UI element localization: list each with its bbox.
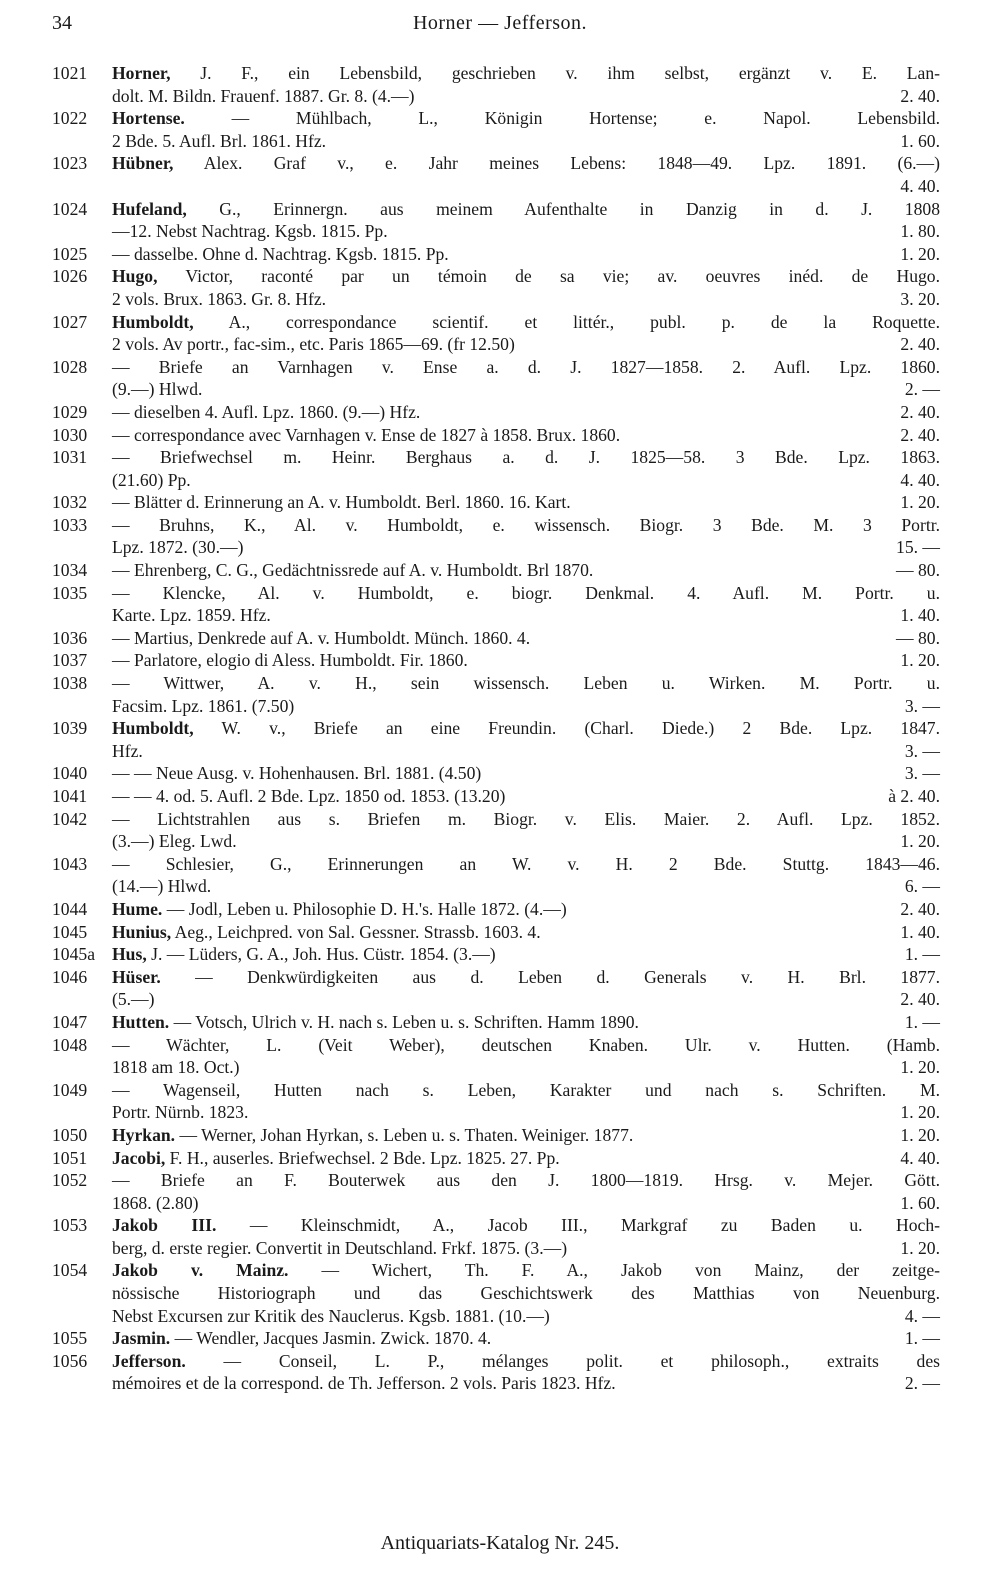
- catalog-entry: [52, 446, 940, 491]
- entry-text: (3.—) Eleg. Lwd.: [112, 831, 237, 852]
- entry-price: 1. 80.: [900, 221, 940, 242]
- entry-line: [52, 988, 940, 1011]
- catalog-entry: [52, 1124, 940, 1147]
- entry-line: [52, 311, 940, 334]
- entry-line: [52, 288, 940, 311]
- entry-line: [52, 1169, 940, 1192]
- entry-line: [52, 1147, 940, 1170]
- entry-line: [52, 152, 940, 175]
- entry-line: [52, 853, 940, 876]
- entry-number: 1027: [52, 311, 88, 332]
- entry-text: Jefferson. — Conseil, L. P., mélanges polit. et philosoph., extraits des: [112, 1350, 940, 1371]
- catalog-entry: [52, 265, 940, 310]
- entry-text: Hunius, Aeg., Leichpred. von Sal. Gessner. Strassb. 1603. 4.: [112, 921, 541, 942]
- entry-price: 2. 40.: [900, 334, 940, 355]
- entry-text: dolt. M. Bildn. Frauenf. 1887. Gr. 8. (4.—): [112, 85, 415, 106]
- entry-text: (9.—) Hlwd.: [112, 379, 203, 400]
- entry-price: 2. 40.: [900, 424, 940, 445]
- catalog-entry: [52, 1169, 940, 1214]
- entry-heading: Hüser.: [112, 966, 161, 987]
- entry-text: Hume. — Jodl, Leben u. Philosophie D. H.'s. Halle 1872. (4.—): [112, 898, 567, 919]
- catalog-entry: [52, 198, 940, 243]
- entry-price: 4. 40.: [900, 175, 940, 196]
- entry-line: [52, 1079, 940, 1102]
- entry-line: [52, 1011, 940, 1034]
- entry-line: [52, 378, 940, 401]
- entry-price: 4. 40.: [900, 469, 940, 490]
- entry-line: [52, 762, 940, 785]
- entry-text: Hyrkan. — Werner, Johan Hyrkan, s. Leben u. s. Thaten. Weiniger. 1877.: [112, 1124, 634, 1145]
- entry-heading: Humboldt,: [112, 311, 194, 332]
- entry-text: Humboldt, W. v., Briefe an eine Freundin. (Charl. Diede.) 2 Bde. Lpz. 1847.: [112, 718, 940, 739]
- entry-number: 1045a: [52, 944, 95, 965]
- entry-number: 1031: [52, 447, 88, 468]
- entry-text: Facsim. Lpz. 1861. (7.50): [112, 695, 295, 716]
- entry-line: [52, 243, 940, 266]
- entry-line: [52, 695, 940, 718]
- entry-number: 1026: [52, 266, 88, 287]
- entry-number: 1022: [52, 108, 88, 129]
- entry-heading: Hyrkan.: [112, 1124, 176, 1145]
- entry-line: [52, 1056, 940, 1079]
- entry-text: Jakob v. Mainz. — Wichert, Th. F. A., Jakob von Mainz, der zeitge-: [112, 1260, 940, 1281]
- entry-number: 1039: [52, 718, 88, 739]
- entry-line: [52, 198, 940, 221]
- entry-text: 1818 am 18. Oct.): [112, 1057, 240, 1078]
- catalog-entry: [52, 717, 940, 762]
- entry-text: — Klencke, Al. v. Humboldt, e. biogr. Denkmal. 4. Aufl. M. Portr. u.: [112, 582, 940, 603]
- entry-text: — correspondance avec Varnhagen v. Ense de 1827 à 1858. Brux. 1860.: [112, 424, 621, 445]
- catalog-entry: [52, 152, 940, 197]
- entry-line: [52, 401, 940, 424]
- catalog-entry: [52, 62, 940, 107]
- entry-number: 1028: [52, 356, 88, 377]
- entry-heading: Jefferson.: [112, 1350, 186, 1371]
- entry-price: 3. —: [904, 740, 940, 761]
- entry-number: 1049: [52, 1079, 88, 1100]
- entry-price: 2. 40.: [900, 898, 940, 919]
- entry-line: [52, 559, 940, 582]
- entry-text: mémoires et de la correspond. de Th. Jefferson. 2 vols. Paris 1823. Hfz.: [112, 1373, 616, 1394]
- entry-text: — dasselbe. Ohne d. Nachtrag. Kgsb. 1815. Pp.: [112, 243, 449, 264]
- entry-text: Jakob III. — Kleinschmidt, A., Jacob III., Markgraf zu Baden u. Hoch-: [112, 1215, 940, 1236]
- entry-price: 6. —: [904, 876, 940, 897]
- entry-text: — Schlesier, G., Erinnerungen an W. v. H. 2 Bde. Stuttg. 1843—46.: [112, 853, 940, 874]
- entry-number: 1038: [52, 673, 88, 694]
- entry-number: 1034: [52, 560, 88, 581]
- entry-line: [52, 1327, 940, 1350]
- catalog-entry: [52, 243, 940, 266]
- entry-line: [52, 1237, 940, 1260]
- catalog-entry: [52, 356, 940, 401]
- entry-text: 2 vols. Av portr., fac-sim., etc. Paris 1865—69. (fr 12.50): [112, 334, 515, 355]
- entry-price: 1. 60.: [900, 1192, 940, 1213]
- entry-number: 1040: [52, 763, 88, 784]
- entry-price: 2. 40.: [900, 85, 940, 106]
- entry-heading: Jacobi,: [112, 1147, 166, 1168]
- entry-line: [52, 1282, 940, 1305]
- entry-text: berg, d. erste regier. Convertit in Deutschland. Frkf. 1875. (3.—): [112, 1237, 568, 1258]
- entry-price: 4. 40.: [900, 1147, 940, 1168]
- entry-price: 3. —: [904, 763, 940, 784]
- entry-line: [52, 582, 940, 605]
- entry-text: Hugo, Victor, raconté par un témoin de sa vie; av. oeuvres inéd. de Hugo.: [112, 266, 940, 287]
- entry-text: Humboldt, A., correspondance scientif. et littér., publ. p. de la Roquette.: [112, 311, 940, 332]
- entry-text: Hortense. — Mühlbach, L., Königin Hortense; e. Napol. Lebensbild.: [112, 108, 940, 129]
- entry-line: [52, 1372, 940, 1395]
- entry-price: 4. —: [904, 1305, 940, 1326]
- entry-line: [52, 491, 940, 514]
- catalog-entry: [52, 853, 940, 898]
- entry-line: [52, 107, 940, 130]
- catalog-entry: [52, 1350, 940, 1395]
- entry-heading: Hufeland,: [112, 198, 187, 219]
- entry-number: 1033: [52, 514, 88, 535]
- catalog-entry: [52, 1034, 940, 1079]
- catalog-footer: Antiquariats-Katalog Nr. 245.: [380, 1532, 620, 1554]
- entry-line: [52, 1034, 940, 1057]
- entry-line: [52, 1305, 940, 1328]
- entry-number: 1051: [52, 1147, 88, 1168]
- entry-line: [52, 875, 940, 898]
- entry-text: —12. Nebst Nachtrag. Kgsb. 1815. Pp.: [112, 221, 388, 242]
- entry-text: — Wächter, L. (Veit Weber), deutschen Knaben. Ulr. v. Hutten. (Hamb.: [112, 1034, 940, 1055]
- entry-price: — 80.: [896, 560, 940, 581]
- catalog-entry: [52, 966, 940, 1011]
- entry-number: 1036: [52, 627, 88, 648]
- entry-price: 3. —: [904, 695, 940, 716]
- entry-number: 1055: [52, 1328, 88, 1349]
- catalog-entry: [52, 762, 940, 785]
- entry-price: 2. 40.: [900, 989, 940, 1010]
- entry-text: — dieselben 4. Aufl. Lpz. 1860. (9.—) Hfz.: [112, 401, 421, 422]
- entry-line: [52, 62, 940, 85]
- entry-number: 1025: [52, 243, 88, 264]
- catalog-entry: [52, 1327, 940, 1350]
- entry-price: 2. —: [904, 379, 940, 400]
- catalog-entry: [52, 785, 940, 808]
- entry-text: — — 4. od. 5. Aufl. 2 Bde. Lpz. 1850 od. 1853. (13.20): [112, 786, 506, 806]
- entry-price: à 2. 40.: [888, 786, 940, 806]
- entry-text: 2 Bde. 5. Aufl. Brl. 1861. Hfz.: [112, 130, 327, 151]
- entry-line: [52, 966, 940, 989]
- catalog-entry: [52, 424, 940, 447]
- entry-number: 1053: [52, 1215, 88, 1236]
- entry-price: 1. 20.: [900, 1057, 940, 1078]
- entry-number: 1045: [52, 921, 88, 942]
- catalog-entry: [52, 107, 940, 152]
- entry-line: [52, 356, 940, 379]
- entry-line: [52, 1259, 940, 1282]
- entry-line: [52, 921, 940, 944]
- entry-heading: Hortense.: [112, 108, 185, 129]
- entry-number: 1037: [52, 650, 88, 671]
- entry-text: Hübner, Alex. Graf v., e. Jahr meines Lebens: 1848—49. Lpz. 1891. (6.—): [112, 153, 940, 174]
- entry-price: 1. 20.: [900, 1102, 940, 1123]
- catalog-entry: [52, 1079, 940, 1124]
- entry-text: Horner, J. F., ein Lebensbild, geschrieben v. ihm selbst, ergänzt v. E. Lan-: [112, 63, 940, 83]
- entry-text: Hufeland, G., Erinnergn. aus meinem Aufenthalte in Danzig in d. J. 1808: [112, 198, 940, 219]
- entry-line: [52, 333, 940, 356]
- entry-line: [52, 1214, 940, 1237]
- entry-line: [52, 830, 940, 853]
- entry-text: (21.60) Pp.: [112, 469, 191, 490]
- entry-price: 1. 40.: [900, 921, 940, 942]
- entry-line: [52, 672, 940, 695]
- entry-line: [52, 740, 940, 763]
- entry-number: 1052: [52, 1170, 88, 1191]
- catalog-entry: [52, 559, 940, 582]
- catalog-entry: [52, 672, 940, 717]
- entry-line: [52, 943, 940, 966]
- entry-price: 1. 20.: [900, 831, 940, 852]
- entry-heading: Hugo,: [112, 266, 158, 287]
- entry-number: 1023: [52, 153, 88, 174]
- catalog-entry: [52, 401, 940, 424]
- entry-heading: Jakob v. Mainz.: [112, 1260, 289, 1281]
- catalog-entry: [52, 1214, 940, 1259]
- entry-number: 1024: [52, 198, 88, 219]
- entry-number: 1046: [52, 966, 88, 987]
- entry-number: 1050: [52, 1124, 88, 1145]
- entry-text: — Briefwechsel m. Heinr. Berghaus a. d. J. 1825—58. 3 Bde. Lpz. 1863.: [112, 447, 940, 468]
- catalog-entry: [52, 898, 940, 921]
- entry-price: 1. 20.: [900, 243, 940, 264]
- entry-price: — 80.: [896, 627, 940, 648]
- entry-line: [52, 898, 940, 921]
- catalog-entry: [52, 808, 940, 853]
- entry-text: 1868. (2.80): [112, 1192, 199, 1213]
- entry-text: — Briefe an F. Bouterwek aus den J. 1800—1819. Hrsg. v. Mejer. Gött.: [112, 1170, 940, 1191]
- entry-price: 1. —: [904, 1328, 940, 1349]
- entry-text: Karte. Lpz. 1859. Hfz.: [112, 605, 271, 626]
- entry-number: 1042: [52, 808, 88, 829]
- entry-text: Nebst Excursen zur Kritik des Nauclerus. Kgsb. 1881. (10.—): [112, 1305, 550, 1326]
- catalog-entry: [52, 627, 940, 650]
- entry-price: 1. 20.: [900, 1237, 940, 1258]
- entry-line: [52, 85, 940, 108]
- entry-text: nössische Historiograph und das Geschichtswerk des Matthias von Neuenburg.: [112, 1283, 940, 1304]
- entry-number: 1041: [52, 786, 88, 806]
- catalog-entry: [52, 311, 940, 356]
- entry-price: 1. 40.: [900, 605, 940, 626]
- entry-line: [52, 446, 940, 469]
- entry-line: [52, 514, 940, 537]
- entry-heading: Hutten.: [112, 1011, 170, 1032]
- entry-text: (14.—) Hlwd.: [112, 876, 212, 897]
- entry-text: — Bruhns, K., Al. v. Humboldt, e. wissensch. Biogr. 3 Bde. M. 3 Portr.: [112, 514, 940, 535]
- catalog-entry: [52, 921, 940, 944]
- entry-heading: Hübner,: [112, 153, 174, 174]
- entry-text: 2 vols. Brux. 1863. Gr. 8. Hfz.: [112, 288, 327, 309]
- entry-line: [52, 1101, 940, 1124]
- entry-number: 1030: [52, 424, 88, 445]
- entry-line: [52, 1124, 940, 1147]
- entry-heading: Horner,: [112, 63, 171, 83]
- entry-line: [52, 265, 940, 288]
- entry-text: Lpz. 1872. (30.—): [112, 537, 244, 558]
- entry-price: 1. 60.: [900, 130, 940, 151]
- entry-number: 1032: [52, 492, 88, 513]
- entry-text: Portr. Nürnb. 1823.: [112, 1102, 249, 1123]
- entry-price: 1. 20.: [900, 650, 940, 671]
- catalog-entry: [52, 1147, 940, 1170]
- entry-price: 1. —: [904, 944, 940, 965]
- entry-heading: Hume.: [112, 898, 163, 919]
- entry-heading: Hunius,: [112, 921, 172, 942]
- entry-line: [52, 130, 940, 153]
- entry-line: [52, 1350, 940, 1373]
- catalog-entry: [52, 1011, 940, 1034]
- running-head: Horner — Jefferson.: [412, 12, 588, 34]
- entry-text: — Briefe an Varnhagen v. Ense a. d. J. 1827—1858. 2. Aufl. Lpz. 1860.: [112, 356, 940, 377]
- entry-text: Jacobi, F. H., auserles. Briefwechsel. 2 Bde. Lpz. 1825. 27. Pp.: [112, 1147, 560, 1168]
- entry-text: — Ehrenberg, C. G., Gedächtnissrede auf A. v. Humboldt. Brl 1870.: [112, 560, 594, 581]
- entry-line: [52, 627, 940, 650]
- entry-number: 1035: [52, 582, 88, 603]
- entry-text: — — Neue Ausg. v. Hohenhausen. Brl. 1881. (4.50): [112, 763, 482, 784]
- entry-text: — Blätter d. Erinnerung an A. v. Humboldt. Berl. 1860. 16. Kart.: [112, 492, 571, 513]
- entry-line: [52, 604, 940, 627]
- entry-price: 15. —: [896, 537, 940, 558]
- entry-heading: Humboldt,: [112, 718, 194, 739]
- entry-text: Hüser. — Denkwürdigkeiten aus d. Leben d. Generals v. H. Brl. 1877.: [112, 966, 940, 987]
- entry-line: [52, 220, 940, 243]
- entry-number: 1048: [52, 1034, 88, 1055]
- catalog-entry: [52, 649, 940, 672]
- entry-text: Hus, J. — Lüders, G. A., Joh. Hus. Cüstr. 1854. (3.—): [112, 944, 496, 965]
- entry-number: 1056: [52, 1350, 88, 1371]
- entry-price: 1. —: [904, 1011, 940, 1032]
- entry-line: [52, 717, 940, 740]
- entry-heading: Jasmin.: [112, 1328, 171, 1349]
- entry-line: [52, 175, 940, 198]
- entry-text: (5.—): [112, 989, 155, 1010]
- catalog-entries: [52, 62, 940, 1395]
- entry-number: 1047: [52, 1011, 88, 1032]
- entry-line: [52, 649, 940, 672]
- entry-price: 1. 20.: [900, 492, 940, 513]
- catalog-entry: [52, 514, 940, 559]
- entry-text: Jasmin. — Wendler, Jacques Jasmin. Zwick. 1870. 4.: [112, 1328, 492, 1349]
- entry-price: 1. 20.: [900, 1124, 940, 1145]
- entry-line: [52, 808, 940, 831]
- entry-price: 2. 40.: [900, 401, 940, 422]
- entry-line: [52, 469, 940, 492]
- catalog-entry: [52, 1259, 940, 1327]
- entry-line: [52, 785, 940, 808]
- entry-number: 1043: [52, 853, 88, 874]
- entry-text: — Parlatore, elogio di Aless. Humboldt. Fir. 1860.: [112, 650, 468, 671]
- entry-line: [52, 536, 940, 559]
- catalog-entry: [52, 943, 940, 966]
- entry-line: [52, 1192, 940, 1215]
- entry-text: Hfz.: [112, 740, 143, 761]
- entry-text: — Martius, Denkrede auf A. v. Humboldt. Münch. 1860. 4.: [112, 627, 531, 648]
- page-number: 34: [52, 12, 72, 34]
- entry-text: — Lichtstrahlen aus s. Briefen m. Biogr. v. Elis. Maier. 2. Aufl. Lpz. 1852.: [112, 808, 940, 829]
- entry-heading: Hus,: [112, 944, 147, 965]
- entry-price: 3. 20.: [900, 288, 940, 309]
- entry-number: 1029: [52, 401, 88, 422]
- entry-number: 1054: [52, 1260, 88, 1281]
- catalog-entry: [52, 491, 940, 514]
- entry-number: 1021: [52, 63, 88, 83]
- entry-number: 1044: [52, 898, 88, 919]
- entry-price: 2. —: [904, 1373, 940, 1394]
- entry-line: [52, 424, 940, 447]
- entry-text: Hutten. — Votsch, Ulrich v. H. nach s. Leben u. s. Schriften. Hamm 1890.: [112, 1011, 639, 1032]
- entry-heading: Jakob III.: [112, 1215, 217, 1236]
- entry-text: — Wittwer, A. v. H., sein wissensch. Leben u. Wirken. M. Portr. u.: [112, 673, 940, 694]
- catalog-entry: [52, 582, 940, 627]
- entry-text: — Wagenseil, Hutten nach s. Leben, Karakter und nach s. Schriften. M.: [112, 1079, 940, 1100]
